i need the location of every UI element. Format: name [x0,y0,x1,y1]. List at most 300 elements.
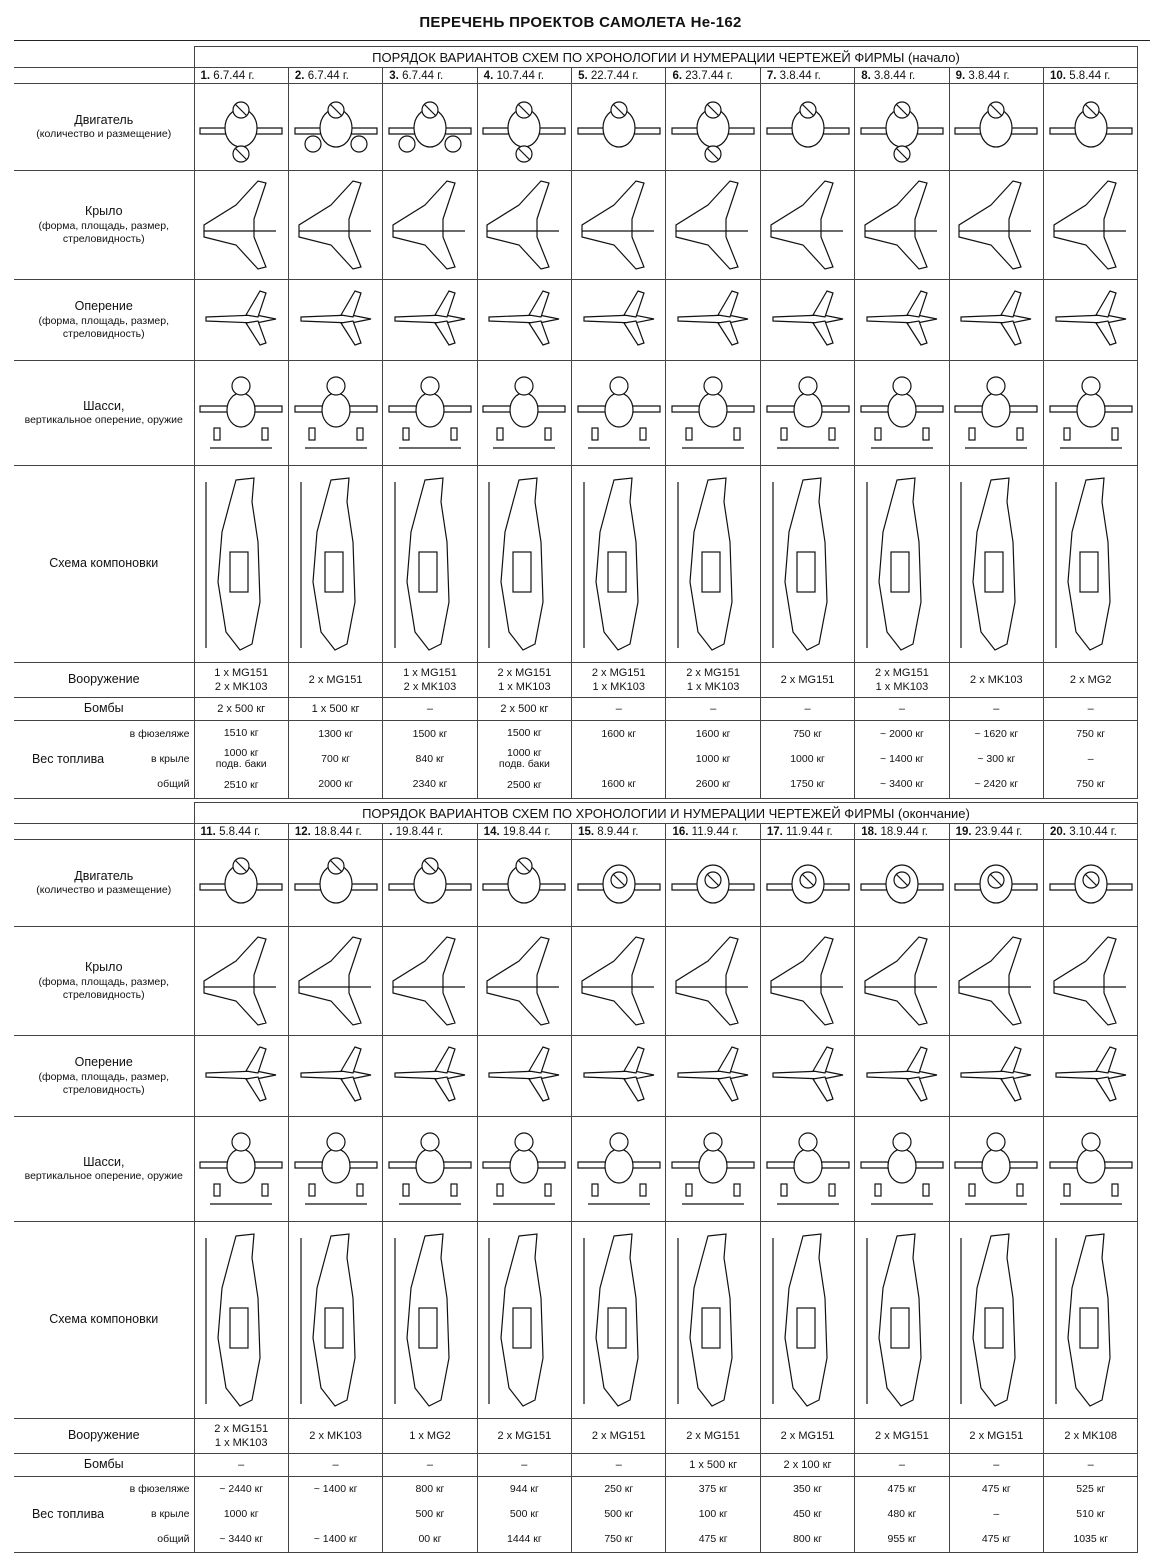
gear-drawing-sketch [951,368,1041,458]
variant-header [666,824,760,840]
wing-drawing-sketch [1046,931,1136,1031]
row-label-layout: Схема компоновки [49,556,159,571]
variant-date: 19.8.44 г. [395,825,444,838]
gear-drawing [572,361,666,466]
armament-line: 2 x MG2 [1069,674,1112,686]
layout-drawing-sketch [668,1228,758,1413]
layout-drawing [949,466,1043,663]
fuel-cell [1044,721,1138,799]
row-sublabel-engine: (количество и размещение) [36,128,172,141]
fuel-fuselage: 750 кг [793,728,822,740]
fuel-fuselage: 525 кг [1076,1483,1106,1495]
fuel-fuselage: 1500 кг [507,727,542,739]
engine-drawing-sketch [195,840,288,926]
engine-drawing [383,840,477,927]
armament-line: 2 x MG151 [780,674,835,686]
tail-drawing [194,280,288,361]
variant-date: 5.8.44 г. [1069,69,1111,82]
variant-header [666,68,760,84]
fuel-fuselage: 375 кг [698,1483,728,1495]
gear-drawing-sketch [1046,1124,1136,1214]
engine-drawing [949,84,1043,171]
armament-line: 2 x MG151 [969,1430,1024,1442]
armament-cell [1044,1419,1138,1454]
fuel-wing [761,747,854,772]
wing-drawing-sketch [385,931,475,1031]
gear-drawing-sketch [574,1124,664,1214]
row-label-bombs: Бомбы [83,1457,124,1472]
bombs-cell: 2 x 500 кг [194,698,288,721]
variant-header [760,824,854,840]
fuel-total: 800 кг [793,1533,822,1545]
bombs-cell: – [1044,1454,1138,1477]
armament-line: 2 x MK103 [309,1430,362,1442]
variant-header [1044,824,1138,840]
armament-cell [288,663,382,698]
fuel-wing-line: 500 кг [415,1508,445,1520]
layout-drawing-sketch [385,1228,475,1413]
fuel-fuselage: 475 кг [981,1483,1011,1495]
row-label-bombs: Бомбы [83,701,124,716]
tail-drawing [194,1036,288,1117]
engine-drawing-sketch [478,840,571,926]
wing-drawing-sketch [668,931,758,1031]
wing-drawing-sketch [668,175,758,275]
bombs-cell: – [194,1454,288,1477]
fuel-total: 2600 кг [695,778,731,790]
engine-drawing-sketch [195,84,288,170]
tail-drawing-sketch [479,1041,569,1111]
row-label-wing: Крыло [84,960,123,975]
layout-drawing-sketch [291,472,381,657]
fuel-total: 00 кг [418,1533,442,1545]
engine-drawing [477,84,571,171]
variant-date: 10.7.44 г. [496,69,545,82]
engine-drawing-sketch [950,84,1043,170]
fuel-wing [1044,1502,1137,1527]
fuel-wing [761,1502,854,1527]
tail-drawing [477,280,571,361]
wing-drawing [477,171,571,280]
fuel-cell [383,721,477,799]
gear-drawing-sketch [196,1124,286,1214]
armament-cell [760,663,854,698]
variant-number: 4. [483,69,494,82]
armament-line: 1 x MG2 [409,1430,451,1442]
fuel-total: ~ 1400 кг [313,1533,358,1545]
armament-line: 2 x MK108 [1064,1430,1117,1442]
engine-drawing-sketch [572,840,665,926]
armament-line: 2 x MG151 [875,1430,929,1442]
row-sublabel-wing: (форма, площадь, размер, стреловидность) [38,975,170,1001]
armament-line: 2 x MG151 [591,667,646,679]
fuel-wing [855,1502,948,1527]
armament-line: 2 x MG151 [686,667,741,679]
tail-drawing [572,280,666,361]
layout-drawing [572,466,666,663]
fuel-wing-line: 480 кг [887,1508,917,1520]
fuel-fuselage: 350 кг [793,1483,822,1495]
gear-drawing-sketch [291,368,381,458]
bombs-cell: – [666,698,760,721]
tail-drawing-sketch [857,285,947,355]
variant-date: 6.7.44 г. [402,69,444,82]
fuel-total: 475 кг [698,1533,728,1545]
wing-drawing [949,927,1043,1036]
armament-cell [666,1419,760,1454]
fuel-total: 2510 кг [223,779,259,791]
armament-line: 2 x MG151 [686,1430,741,1442]
wing-drawing-sketch [479,175,569,275]
fuel-total: 1600 кг [601,778,637,790]
gear-drawing-sketch [668,368,758,458]
tail-drawing-sketch [951,285,1041,355]
variant-header [477,68,571,84]
wing-drawing [572,927,666,1036]
variant-number: 3. [389,69,399,82]
wing-drawing [288,927,382,1036]
tail-drawing [855,280,949,361]
fuel-cell [949,721,1043,799]
gear-drawing-sketch [385,368,475,458]
armament-line: 1 x MK103 [498,681,551,693]
variant-date: 11.9.44 г. [691,825,739,838]
variant-date: 6.7.44 г. [307,69,349,82]
bombs-cell: 1 x 500 кг [288,698,382,721]
engine-drawing-sketch [289,84,382,170]
layout-drawing-sketch [857,472,947,657]
fuel-fuselage: 475 кг [887,1483,917,1495]
gear-drawing [760,1117,854,1222]
layout-drawing-sketch [951,1228,1041,1413]
layout-drawing [383,1222,477,1419]
layout-drawing [760,1222,854,1419]
gear-drawing-sketch [951,1124,1041,1214]
fuel-cell [949,1477,1043,1553]
fuel-wing [289,747,382,772]
wing-drawing [194,171,288,280]
wing-drawing-sketch [479,931,569,1031]
fuel-fuselage: 1510 кг [223,727,259,739]
bombs-cell: – [477,1454,571,1477]
section-heading: ПОРЯДОК ВАРИАНТОВ СХЕМ ПО ХРОНОЛОГИИ И НУМЕРАЦИИ ЧЕРТЕЖЕЙ ФИРМЫ (окончание) [194,803,1138,824]
gear-drawing [760,361,854,466]
fuel-wing-line: 500 кг [604,1508,634,1520]
layout-drawing [666,1222,760,1419]
engine-drawing-sketch [1044,84,1137,170]
fuel-fuselage: 250 кг [604,1483,634,1495]
fuel-fuselage: 1300 кг [318,728,353,740]
gear-drawing [477,361,571,466]
gear-drawing-sketch [385,1124,475,1214]
armament-cell [572,1419,666,1454]
wing-drawing-sketch [763,175,853,275]
variant-number: 18. [861,825,878,838]
fuel-total: 1750 кг [790,778,825,790]
variant-header [572,824,666,840]
gear-drawing [383,361,477,466]
fuel-cell [194,1477,288,1553]
armament-line: 2 x MK103 [214,681,268,693]
armament-line: 2 x MG151 [780,1430,835,1442]
row-label-fuel: Вес топлива [31,751,105,766]
fuel-label-fuselage: в фюзеляже [129,1483,190,1495]
tail-drawing-sketch [668,285,758,355]
tail-drawing-sketch [479,285,569,355]
engine-drawing [666,84,760,171]
layout-drawing-sketch [857,1228,947,1413]
layout-drawing-sketch [763,472,853,657]
armament-line: 2 x MG151 [497,667,552,679]
wing-drawing [288,171,382,280]
fuel-total: 955 кг [887,1533,917,1545]
tail-drawing-sketch [668,1041,758,1111]
wing-drawing-sketch [857,175,947,275]
tail-drawing [477,1036,571,1117]
gear-drawing-sketch [857,1124,947,1214]
gear-drawing [855,361,949,466]
fuel-cell [194,721,288,799]
engine-drawing [855,84,949,171]
fuel-wing [478,1502,571,1527]
armament-line: 2 x MG151 [214,1423,269,1435]
row-label-tail: Оперение [74,299,133,314]
variant-header [194,824,288,840]
fuel-total: 2000 кг [318,778,353,790]
layout-drawing [383,466,477,663]
armament-line: 2 x MG151 [308,674,363,686]
engine-drawing [572,84,666,171]
variant-header [383,824,477,840]
engine-drawing-sketch [855,84,948,170]
engine-drawing [949,840,1043,927]
gear-drawing [288,361,382,466]
bombs-cell: – [949,698,1043,721]
engine-drawing [194,840,288,927]
tail-drawing-sketch [763,1041,853,1111]
wing-drawing [760,927,854,1036]
row-label-engine: Двигатель [74,112,134,127]
variant-header [194,68,288,84]
variant-date: 6.7.44 г. [213,69,255,82]
fuel-cell [477,1477,571,1553]
wing-drawing-sketch [196,931,286,1031]
gear-drawing-sketch [479,368,569,458]
layout-drawing-sketch [479,1228,569,1413]
fuel-wing-line: 1000 кг [695,753,731,765]
variant-date: 11.9.44 г. [786,825,833,838]
layout-drawing [572,1222,666,1419]
gear-drawing-sketch [479,1124,569,1214]
fuel-total: 1444 кг [507,1533,542,1545]
row-label-wing: Крыло [84,204,123,219]
fuel-wing-line: – [993,1508,1000,1520]
bombs-cell: – [572,1454,666,1477]
fuel-cell [572,721,666,799]
armament-cell [855,663,949,698]
layout-drawing [288,1222,382,1419]
gear-drawing [288,1117,382,1222]
fuel-label-total: общий [157,778,190,790]
layout-drawing [1044,466,1138,663]
engine-drawing [666,840,760,927]
row-sublabel-tail: (форма, площадь, размер, стреловидность) [38,314,170,340]
armament-cell [194,663,288,698]
engine-drawing-sketch [950,840,1043,926]
fuel-wing [195,746,288,773]
variant-number: 17. [766,825,783,838]
variant-number: 5. [578,69,588,82]
gear-drawing [194,1117,288,1222]
row-label-tail: Оперение [74,1055,133,1070]
tail-drawing-sketch [951,1041,1041,1111]
variant-number: 14. [483,825,500,838]
variant-number: 2. [294,69,305,82]
fuel-wing-line: подв. баки [215,758,267,770]
fuel-wing [666,747,759,772]
wing-drawing [855,927,949,1036]
variant-date: 3.8.44 г. [779,69,821,82]
variant-date: 3.8.44 г. [874,69,916,82]
layout-drawing [477,1222,571,1419]
fuel-cell [855,721,949,799]
row-label-fuel: Вес топлива [31,1506,105,1521]
engine-drawing [477,840,571,927]
wing-drawing-sketch [857,931,947,1031]
layout-drawing [855,1222,949,1419]
variant-number: 8. [861,69,871,82]
variant-number: . [389,825,393,838]
fuel-fuselage: 1600 кг [601,728,637,740]
tail-drawing-sketch [857,1041,947,1111]
layout-drawing-sketch [951,472,1041,657]
bombs-cell: – [383,1454,477,1477]
armament-cell [194,1419,288,1454]
tail-drawing [666,1036,760,1117]
gear-drawing-sketch [763,1124,853,1214]
gear-drawing [949,1117,1043,1222]
bombs-cell: – [855,1454,949,1477]
projects-table-part1 [14,46,1138,799]
armament-line: 1 x MK103 [592,681,646,693]
fuel-wing-line: 510 кг [1076,1508,1106,1520]
variant-date: 18.9.44 г. [880,825,928,838]
variant-date: 22.7.44 г. [590,69,639,82]
variant-header [949,824,1043,840]
variant-date: 5.8.44 г. [219,825,261,838]
tail-drawing-sketch [291,285,381,355]
wing-drawing [572,171,666,280]
engine-drawing-sketch [572,84,665,170]
fuel-wing-line: 1000 кг [223,747,259,759]
tail-drawing [1044,280,1138,361]
variant-number: 20. [1050,825,1067,838]
variant-number: 16. [672,825,689,838]
fuel-fuselage: ~ 2000 кг [880,728,924,740]
gear-drawing [477,1117,571,1222]
bombs-cell: – [760,698,854,721]
fuel-wing [855,747,948,772]
tail-drawing-sketch [763,285,853,355]
tail-drawing-sketch [291,1041,381,1111]
bombs-cell: – [855,698,949,721]
wing-drawing [1044,171,1138,280]
fuel-total: ~ 3440 кг [219,1533,264,1545]
armament-line: 2 x MG151 [875,667,929,679]
armament-line: 1 x MK103 [214,1437,268,1449]
fuel-wing-line: 840 кг [415,753,445,765]
bombs-cell: 2 x 100 кг [760,1454,854,1477]
gear-drawing [666,1117,760,1222]
layout-drawing-sketch [1046,472,1136,657]
armament-line: 2 x MG151 [497,1430,552,1442]
tail-drawing [383,280,477,361]
engine-drawing-sketch [1044,840,1137,926]
layout-drawing-sketch [574,472,664,657]
layout-drawing-sketch [574,1228,664,1413]
fuel-wing-line: ~ 300 кг [977,753,1016,765]
fuel-wing [478,746,571,773]
tail-drawing-sketch [1046,1041,1136,1111]
armament-cell [949,663,1043,698]
tail-drawing-sketch [196,285,286,355]
fuel-label-wing: в крыле [151,753,190,765]
layout-drawing-sketch [196,472,286,657]
fuel-cell [383,1477,477,1553]
fuel-fuselage: 800 кг [415,1483,445,1495]
fuel-cell [288,1477,382,1553]
layout-drawing-sketch [1046,1228,1136,1413]
gear-drawing [1044,1117,1138,1222]
variant-date: 23.9.44 г. [974,825,1023,838]
fuel-wing-line: – [1087,753,1094,765]
fuel-fuselage: 1500 кг [412,728,448,740]
variant-date: 3.8.44 г. [968,69,1010,82]
title-rule [14,40,1150,41]
variant-header [760,68,854,84]
gear-drawing [572,1117,666,1222]
wing-drawing-sketch [763,931,853,1031]
variant-number: 6. [672,69,683,82]
armament-line: 1 x MK103 [875,681,929,693]
armament-cell [383,663,477,698]
armament-cell [572,663,666,698]
fuel-wing-line: 1000 кг [790,753,825,765]
bombs-cell: – [949,1454,1043,1477]
fuel-fuselage: 944 кг [509,1483,539,1495]
fuel-cell [288,721,382,799]
fuel-wing-line: 100 кг [698,1508,728,1520]
fuel-label-fuselage: в фюзеляже [129,728,190,740]
tail-drawing-sketch [574,1041,664,1111]
projects-table-part2 [14,802,1138,1553]
tail-drawing [666,280,760,361]
variant-header [572,68,666,84]
fuel-total: 475 кг [981,1533,1011,1545]
gear-drawing-sketch [196,368,286,458]
fuel-fuselage: ~ 1400 кг [313,1483,358,1495]
engine-drawing [760,840,854,927]
tail-drawing [1044,1036,1138,1117]
fuel-wing-line: 450 кг [793,1508,822,1520]
engine-drawing [855,840,949,927]
tail-drawing [383,1036,477,1117]
row-sublabel-gear: вертикальное оперение, оружие [24,414,183,427]
row-label-gear: Шасси, [83,398,125,413]
wing-drawing [855,171,949,280]
layout-drawing [666,466,760,663]
variant-header [949,68,1043,84]
